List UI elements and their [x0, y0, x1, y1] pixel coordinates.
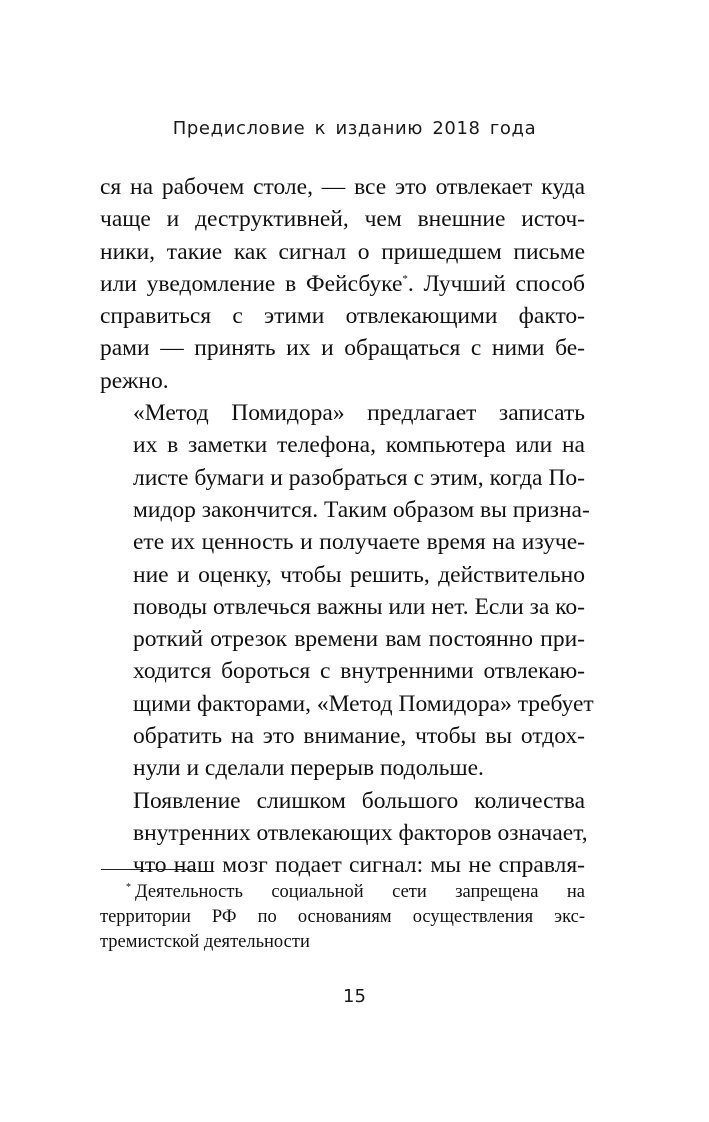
- paragraph-1: [100, 171, 585, 397]
- text-line: нули и сделали перерыв подольше.: [133, 755, 484, 782]
- text-line: справиться с этими отвлекающими факто-: [100, 303, 585, 330]
- text-line: чаще и деструктивней, чем внешние источ-: [100, 206, 585, 233]
- text-line: ние и оценку, чтобы решить, действительно: [133, 561, 585, 588]
- text-line: мидор закончится. Таким образом вы призна-: [133, 496, 590, 523]
- text-line: режно.: [100, 367, 169, 394]
- text-line: обратить на это внимание, чтобы вы отдох-: [133, 723, 585, 750]
- text-line: ете их ценность и получаете время на изуче-: [133, 529, 585, 556]
- text-line: рами — принять их и обращаться с ними бе-: [100, 335, 585, 362]
- text-line: что наш мозг подает сигнал: мы не справля-: [133, 852, 585, 879]
- text-line: внутренних отвлекающих факторов означает,: [133, 819, 588, 846]
- text-line: «Метод Помидора» предлагает записать: [133, 400, 585, 427]
- footnote-line: территории РФ по основаниям осуществления экс-: [100, 907, 585, 927]
- text-segment: . Лучший способ: [407, 270, 585, 297]
- text-segment: или уведомление в Фейсбуке: [100, 270, 403, 297]
- paragraph-2: [100, 397, 594, 785]
- body-text: [100, 171, 594, 882]
- text-line: ся на рабочем столе, — все это отвлекает куда: [100, 174, 585, 200]
- text-line: щими факторами, «Метод Помидора» требует: [133, 690, 594, 717]
- text-line: листе бумаги и разобраться с этим, когда По-: [133, 464, 585, 491]
- text-line: поводы отвлечься важны или нет. Если за ко-: [133, 593, 585, 620]
- paragraph-3: [100, 785, 588, 882]
- running-head: Предисловие к изданию 2018 года: [172, 118, 537, 139]
- footnote-divider: [101, 869, 196, 870]
- text-line: ходится бороться с внутренними отвлекаю-: [133, 658, 585, 685]
- footnote-text: Деятельность социальной сети запрещена на: [135, 882, 585, 902]
- footnote-line: [100, 880, 585, 905]
- text-line: ники, такие как сигнал о пришедшем письме: [100, 238, 585, 265]
- text-line: их в заметки телефона, компьютера или на: [133, 432, 585, 459]
- text-line-with-footnote: [100, 268, 585, 300]
- page-number: 15: [343, 986, 366, 1007]
- text-line: Появление слишком большого количества: [133, 787, 585, 814]
- footnote-reference: *: [402, 273, 408, 286]
- footnote: [100, 880, 585, 955]
- footnote-line: тремистской деятельности: [100, 932, 310, 952]
- text-line: роткий отрезок времени вам постоянно при-: [133, 626, 585, 653]
- footnote-marker: *: [126, 881, 131, 893]
